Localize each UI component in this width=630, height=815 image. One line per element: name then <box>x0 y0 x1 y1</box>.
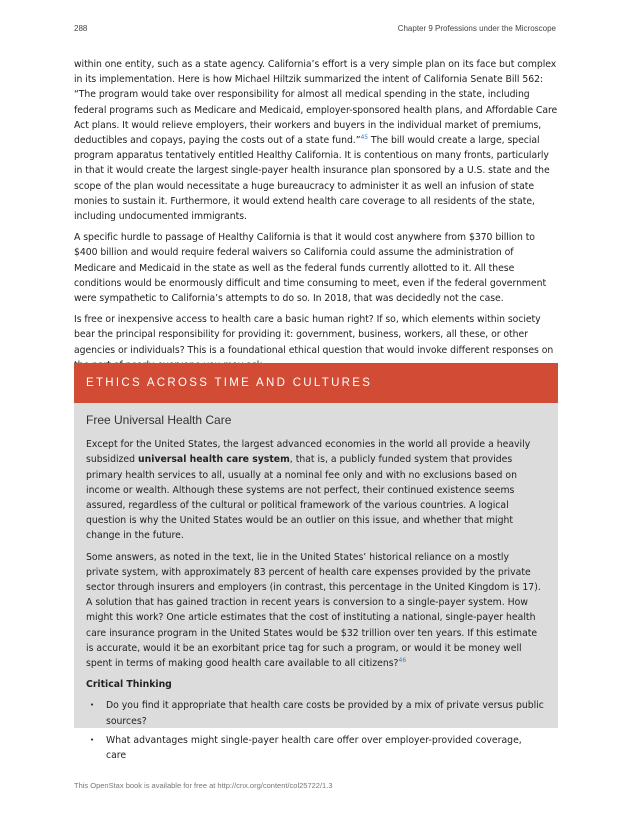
feature-title: Free Universal Health Care <box>86 413 232 427</box>
feature-header: ETHICS ACROSS TIME AND CULTURES <box>74 363 558 403</box>
feature-paragraph-1 <box>86 437 544 543</box>
footer-note: This OpenStax book is available for free at http://cnx.org/content/col25722/1.3 <box>74 781 333 790</box>
feature-content <box>74 403 558 763</box>
bullet-icon: • <box>90 735 95 744</box>
paragraph-1-text-a: within one entity, such as a state agency. California’s effort is a very simple plan on its face but complex in its implementation. Here is how Michael Hiltzik summarized the intent of California Senate Bill 562: “The program would take over responsibility for almost all medical spending in the state, including federal programs such as Medicare and Medicaid, employer-sponsored health plans, and Affordable Care Act plans. It would relieve employers, their workers and buyers in the individual market of premiums, deductibles and copays, paying the costs out of a state fund.” <box>74 59 558 147</box>
feature-paragraph-1-text-b: , that is, a publicly funded system that provides primary health services to all, usually at a nominal fee only and with no exclusions based on income or wealth. Although these systems are not perfect, their continued existence seems assured, regardless of the cultural or political framework of the various countries. A logical question is why the United States would be an outlier on this issue, and whether that might change in the future. <box>86 454 517 542</box>
list-item-text: What advantages might single-payer health care offer over employer-provided coverage, care <box>106 734 522 762</box>
feature-paragraph-2 <box>86 550 544 672</box>
chapter-title: Chapter 9 Professions under the Microscope <box>397 24 556 33</box>
list-item <box>86 733 544 763</box>
footnote-ref-46[interactable]: 46 <box>398 656 407 664</box>
critical-thinking-heading: Critical Thinking <box>86 679 172 691</box>
list-item-text: Do you find it appropriate that health care costs be provided by a mix of private versus public sources? <box>106 700 544 727</box>
page-number: 288 <box>74 24 88 33</box>
paragraph-1-text-b: The bill would create a large, special program apparatus tentatively entitled Healthy California. It is contentious on many fronts, particularly in that it would create the largest single-payer health insurance plan sponsored by a U.S. state and the scope of the plan would necessitate a huge bureaucracy to administer it as well an infusion of state monies to sustain it. Furthermore, it would extend health care coverage to all residents of the state, including undocumented immigrants. <box>74 135 550 223</box>
paragraph-2: A specific hurdle to passage of Healthy California is that it would cost anywhere from $370 billion to $400 billion and would require federal waivers so California could assume the administration of Medicare and Medicaid in the state as well as the federal funds currently allotted to it. All these conditions would be enormously difficult and time consuming to meet, even if the federal government were sympathetic to California’s attempts to do so. In 2018, that was decidedly not the case. <box>74 232 547 305</box>
feature-paragraph-2-text: Some answers, as noted in the text, lie in the United States’ historical reliance on a mostly private system, with approximately 83 percent of health care expenses provided by the private sector through insurers and employers (in contrast, this percentage in the United Kingdom is 17). A solution that has gained traction in recent years is conversion to a single-payer system. How might this work? One article estimates that the cost of instituting a national, single-payer health care insurance program in the United States would be $32 trillion over ten years. If this estimate is accurate, would it be an exorbitant price tag for such a program, or would it be money well spent in terms of making good health care available to all citizens? <box>86 551 541 670</box>
key-term: universal health care system <box>138 454 290 466</box>
list-item <box>86 698 544 728</box>
bullet-icon: • <box>90 701 95 710</box>
ethics-feature-box <box>74 363 558 762</box>
paragraph-3: Is free or inexpensive access to health care a basic human right? If so, which elements within society bear the principal responsibility for providing it: government, business, workers, all these, or other agencies or individuals? This is a foundational ethical question that would invoke different responses on <box>74 314 554 356</box>
critical-thinking-list <box>86 698 544 763</box>
paragraph-1 <box>74 57 558 224</box>
footnote-ref-45[interactable]: 45 <box>360 133 369 141</box>
main-body <box>74 57 558 379</box>
feature-paragraph-1-text-a: Except for the United States, the largest advanced economies in the world all provide a heavily subsidized <box>86 439 531 466</box>
